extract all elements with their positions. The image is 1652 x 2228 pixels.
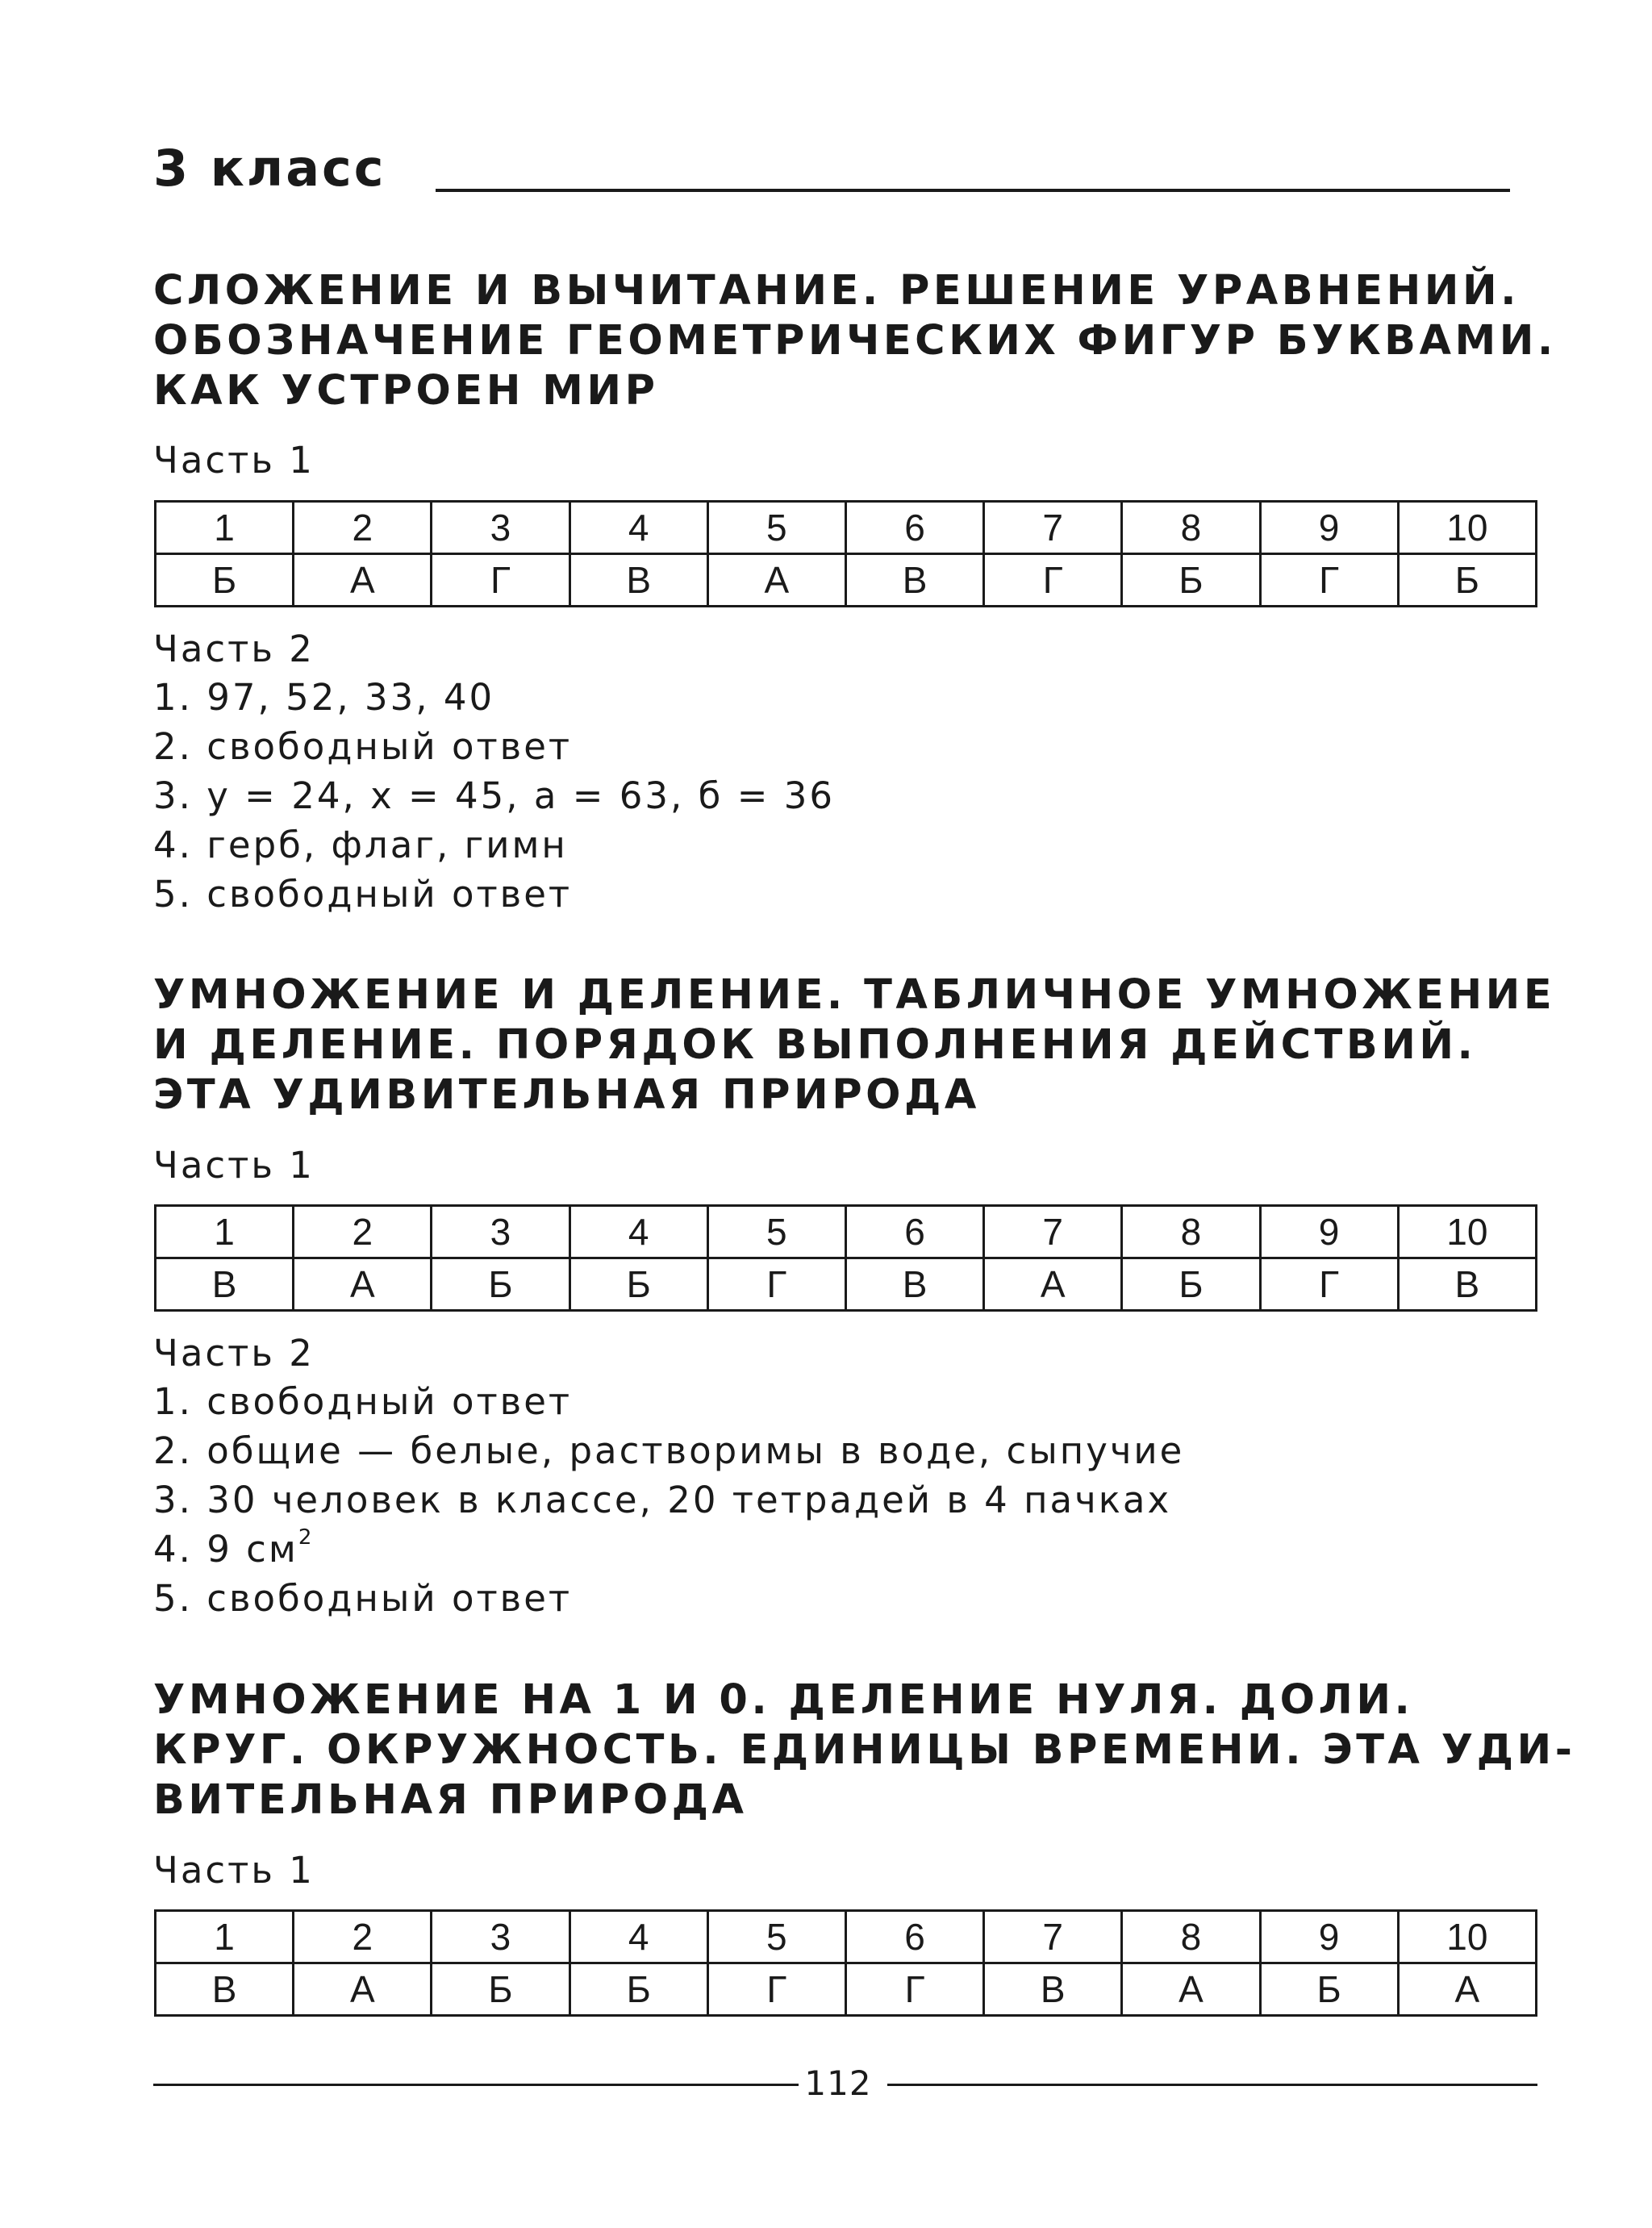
table-cell: 7 (984, 502, 1122, 554)
heading-line: СЛОЖЕНИЕ И ВЫЧИТАНИЕ. РЕШЕНИЕ УРАВНЕНИЙ. (153, 267, 1521, 315)
item-number: 5. (153, 873, 193, 916)
list-item (153, 1525, 1184, 1574)
table-cell: А (707, 554, 845, 607)
list-item (153, 1426, 1184, 1475)
table-cell: 9 (1260, 1911, 1398, 1963)
heading-line: УМНОЖЕНИЕ И ДЕЛЕНИЕ. ТАБЛИЧНОЕ УМНОЖЕНИЕ (153, 971, 1556, 1019)
section-1-part2-label: Часть 2 (153, 628, 315, 670)
table-cell: Б (1398, 554, 1536, 607)
table-cell: Г (707, 1258, 845, 1311)
table-cell: 10 (1398, 1911, 1536, 1963)
item-text: 30 человек в классе, 20 тетрадей в 4 пачках (206, 1479, 1172, 1521)
heading-line: УМНОЖЕНИЕ НА 1 И 0. ДЕЛЕНИЕ НУЛЯ. ДОЛИ. (153, 1676, 1414, 1724)
section-2-part2-list (153, 1377, 1184, 1623)
table-cell: В (845, 1258, 983, 1311)
item-text: 9 см (206, 1528, 298, 1571)
section-1-answer-table (154, 500, 1537, 607)
table-cell: 1 (156, 1206, 294, 1258)
table-cell: Б (569, 1258, 707, 1311)
table-row-answers (156, 1963, 1537, 2016)
item-text: свободный ответ (206, 1380, 573, 1423)
section-3-heading (153, 1675, 1576, 1825)
table-cell: 7 (984, 1206, 1122, 1258)
list-item (153, 820, 835, 870)
table-row-answers (156, 1258, 1537, 1311)
heading-line: ОБОЗНАЧЕНИЕ ГЕОМЕТРИЧЕСКИХ ФИГУР БУКВАМИ. (153, 317, 1557, 365)
table-cell: 7 (984, 1911, 1122, 1963)
table-cell: 1 (156, 502, 294, 554)
table-cell: 3 (432, 1206, 569, 1258)
table-cell: 1 (156, 1911, 294, 1963)
table-cell: 3 (432, 502, 569, 554)
heading-line: ВИТЕЛЬНАЯ ПРИРОДА (153, 1776, 748, 1824)
table-cell: Б (156, 554, 294, 607)
table-cell: 8 (1122, 1911, 1260, 1963)
item-text: свободный ответ (206, 1577, 573, 1620)
table-cell: 6 (845, 502, 983, 554)
table-cell: А (294, 554, 432, 607)
table-cell: Б (1122, 554, 1260, 607)
table-cell: 10 (1398, 1206, 1536, 1258)
table-cell: 8 (1122, 502, 1260, 554)
item-text: герб, флаг, гимн (206, 824, 568, 866)
table-cell: 3 (432, 1911, 569, 1963)
table-cell: Г (845, 1963, 983, 2016)
table-cell: Б (1122, 1258, 1260, 1311)
section-2-part2-label: Часть 2 (153, 1332, 315, 1375)
table-row-numbers (156, 1206, 1537, 1258)
table-cell: 5 (707, 1206, 845, 1258)
table-cell: Б (1260, 1963, 1398, 2016)
table-cell: 4 (569, 1206, 707, 1258)
section-1-heading (153, 266, 1557, 416)
item-text: свободный ответ (206, 873, 573, 916)
section-3-part1-label: Часть 1 (153, 1849, 315, 1892)
list-item (153, 1377, 1184, 1426)
table-cell: 2 (294, 1206, 432, 1258)
table-cell: Г (1260, 554, 1398, 607)
item-text: свободный ответ (206, 725, 573, 768)
list-item (153, 1475, 1184, 1525)
table-cell: Г (432, 554, 569, 607)
table-cell: А (294, 1258, 432, 1311)
table-cell: В (845, 554, 983, 607)
table-cell: А (984, 1258, 1122, 1311)
table-cell: 5 (707, 502, 845, 554)
table-cell: 9 (1260, 1206, 1398, 1258)
table-cell: 6 (845, 1911, 983, 1963)
item-number: 3. (153, 1479, 193, 1521)
table-cell: 2 (294, 502, 432, 554)
table-cell: 4 (569, 502, 707, 554)
table-cell: В (569, 554, 707, 607)
item-number: 2. (153, 725, 193, 768)
item-number: 4. (153, 1528, 193, 1571)
item-number: 4. (153, 824, 193, 866)
table-cell: Б (432, 1258, 569, 1311)
table-row-numbers (156, 1911, 1537, 1963)
table-cell: 5 (707, 1911, 845, 1963)
superscript: 2 (298, 1525, 312, 1550)
list-item (153, 1574, 1184, 1623)
table-cell: 2 (294, 1911, 432, 1963)
list-item (153, 771, 835, 820)
item-number: 1. (153, 676, 193, 719)
table-cell: 4 (569, 1911, 707, 1963)
page-number: 112 (804, 2063, 872, 2103)
table-cell: 8 (1122, 1206, 1260, 1258)
table-cell: Г (984, 554, 1122, 607)
table-cell: 9 (1260, 502, 1398, 554)
item-number: 5. (153, 1577, 193, 1620)
title-rule (436, 189, 1510, 192)
heading-line: КРУГ. ОКРУЖНОСТЬ. ЕДИНИЦЫ ВРЕМЕНИ. ЭТА УДИ- (153, 1726, 1576, 1774)
section-1-part2-list (153, 673, 835, 919)
section-1-part1-label: Часть 1 (153, 439, 315, 482)
table-cell: Б (569, 1963, 707, 2016)
heading-line: ЭТА УДИВИТЕЛЬНАЯ ПРИРОДА (153, 1071, 980, 1119)
table-cell: В (1398, 1258, 1536, 1311)
table-row-numbers (156, 502, 1537, 554)
item-number: 1. (153, 1380, 193, 1423)
footer-rule-left (153, 2084, 799, 2086)
table-cell: Г (1260, 1258, 1398, 1311)
table-cell: 10 (1398, 502, 1536, 554)
table-cell: А (294, 1963, 432, 2016)
footer-rule-right (887, 2084, 1537, 2086)
heading-line: КАК УСТРОЕН МИР (153, 367, 659, 415)
item-number: 2. (153, 1429, 193, 1472)
section-2-answer-table (154, 1204, 1537, 1312)
table-cell: А (1398, 1963, 1536, 2016)
table-cell: 6 (845, 1206, 983, 1258)
table-cell: А (1122, 1963, 1260, 2016)
list-item (153, 722, 835, 771)
table-cell: Б (432, 1963, 569, 2016)
list-item (153, 870, 835, 919)
table-cell: В (984, 1963, 1122, 2016)
page-title: 3 класс (153, 139, 386, 198)
heading-line: И ДЕЛЕНИЕ. ПОРЯДОК ВЫПОЛНЕНИЯ ДЕЙСТВИЙ. (153, 1021, 1477, 1069)
list-item (153, 673, 835, 722)
table-cell: В (156, 1258, 294, 1311)
item-number: 3. (153, 774, 193, 817)
section-2-heading (153, 970, 1556, 1120)
section-3-answer-table (154, 1909, 1537, 2017)
item-text: общие — белые, растворимы в воде, сыпучие (206, 1429, 1185, 1472)
item-text: у = 24, х = 45, а = 63, б = 36 (206, 774, 835, 817)
table-row-answers (156, 554, 1537, 607)
table-cell: Г (707, 1963, 845, 2016)
table-cell: В (156, 1963, 294, 2016)
section-2-part1-label: Часть 1 (153, 1144, 315, 1187)
item-text: 97, 52, 33, 40 (206, 676, 495, 719)
